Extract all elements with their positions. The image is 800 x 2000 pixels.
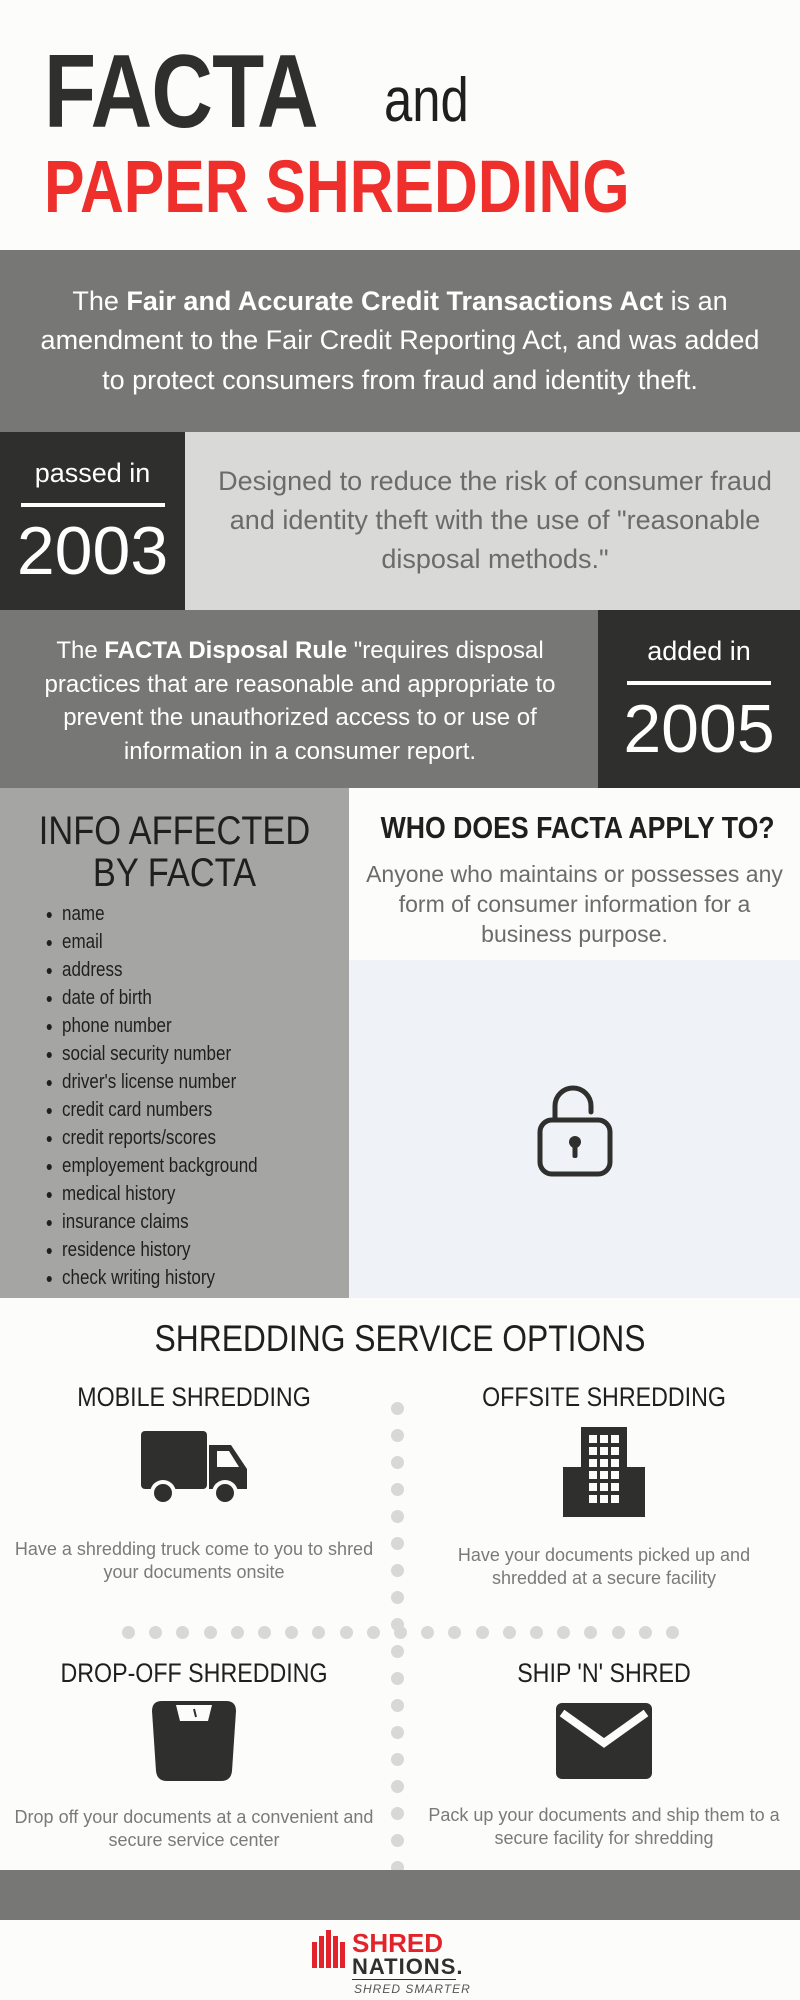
title-facta: FACTA: [44, 34, 318, 150]
divider-dot: [666, 1626, 679, 1639]
divider-dot: [391, 1807, 404, 1820]
info-list-item: • name: [62, 900, 306, 928]
info-list-item: • medical history: [62, 1180, 306, 1208]
option-drop-off-shredding: [4, 1658, 384, 1853]
scale-icon: [148, 1695, 240, 1783]
passed-description: Designed to reduce the risk of consumer fraud and identity theft with the use of "reasonable disposal methods.": [218, 466, 772, 575]
divider-dot: [231, 1626, 244, 1639]
footer-bar: [0, 1870, 800, 1920]
divider-dot: [394, 1626, 407, 1639]
divider-dot: [391, 1564, 404, 1577]
title-and: and: [384, 66, 469, 135]
divider-dot: [176, 1626, 189, 1639]
logo-shred: SHRED: [352, 1928, 444, 1958]
logo-underline: [352, 1979, 456, 1980]
info-list-item: • address: [62, 956, 306, 984]
lock-panel: [349, 960, 800, 1298]
info-affected-panel: [0, 788, 349, 1298]
who-applies-title: WHO DOES FACTA APPLY TO?: [380, 810, 775, 845]
disposal-rule-text: The FACTA Disposal Rule "requires disposal practices that are reasonable and appropriate to prevent the unauthorized access to or use of information in a consumer report.: [44, 637, 556, 765]
truck-icon: [139, 1429, 249, 1509]
info-affected-title: INFO AFFECTED BY FACTA: [38, 809, 311, 895]
shred-nations-logo-icon: [312, 1928, 348, 1968]
intro-text: The Fair and Accurate Credit Transactions Act is an amendment to the Fair Credit Reporting Act, and was added to protect consumers from fraud and identity theft.: [40, 286, 760, 395]
added-2005-section: [0, 610, 800, 788]
divider-dot: [391, 1834, 404, 1847]
divider-dot: [503, 1626, 516, 1639]
divider-dot: [340, 1626, 353, 1639]
divider-dot: [421, 1626, 434, 1639]
unlocked-padlock-icon: [537, 1078, 613, 1178]
divider-dot: [639, 1626, 652, 1639]
info-list-item: • social security number: [62, 1040, 306, 1068]
option-text: Have a shredding truck come to you to shred your documents onsite: [14, 1539, 374, 1583]
divider-dot: [204, 1626, 217, 1639]
passed-year: 2003: [16, 513, 169, 589]
info-list-item: • email: [62, 928, 306, 956]
option-title: MOBILE SHREDDING: [77, 1382, 311, 1412]
who-applies-text: Anyone who maintains or possesses any form of consumer information for a business purpose.: [366, 861, 783, 947]
option-ship-n-shred: [414, 1658, 794, 1851]
logo-nations: NATIONS.: [352, 1954, 464, 1979]
divider-dot: [476, 1626, 489, 1639]
option-text: Pack up your documents and ship them to a secure facility for shredding: [428, 1805, 780, 1849]
info-list-item: • credit reports/scores: [62, 1124, 306, 1152]
added-year-box: [598, 610, 800, 788]
divider-dot: [391, 1429, 404, 1442]
info-list-item: • check writing history: [62, 1264, 306, 1292]
divider-dot: [285, 1626, 298, 1639]
divider-dot: [391, 1591, 404, 1604]
info-list-item: • credit card numbers: [62, 1096, 306, 1124]
divider-dot: [557, 1626, 570, 1639]
divider-dot: [391, 1645, 404, 1658]
divider-dot: [391, 1456, 404, 1469]
envelope-icon: [554, 1701, 654, 1781]
intro-act-name: Fair and Accurate Credit Transactions Act: [126, 286, 664, 317]
divider-dot: [391, 1753, 404, 1766]
building-icon: [559, 1423, 649, 1519]
shredding-options-section: [0, 1298, 800, 1870]
info-list-item: • phone number: [62, 1012, 306, 1040]
divider-dot: [391, 1780, 404, 1793]
passed-2003-section: [0, 432, 800, 610]
option-text: Have your documents picked up and shredded at a secure facility: [457, 1545, 751, 1589]
header: [0, 0, 800, 250]
option-offsite-shredding: [414, 1382, 794, 1591]
added-year: 2005: [623, 691, 775, 767]
divider: [21, 503, 165, 507]
intro-section: [0, 250, 800, 432]
title-paper-shredding: PAPER SHREDDING: [44, 145, 630, 228]
option-title: SHIP 'N' SHRED: [517, 1658, 691, 1688]
options-title: SHREDDING SERVICE OPTIONS: [154, 1318, 646, 1359]
logo-tagline: SHRED SMARTER: [354, 1982, 471, 1996]
passed-year-box: [0, 432, 185, 610]
divider-dot: [530, 1626, 543, 1639]
divider-dot: [149, 1626, 162, 1639]
option-text: Drop off your documents at a convenient and secure service center: [14, 1807, 374, 1851]
info-list-item: • employement background: [62, 1152, 306, 1180]
option-title: DROP-OFF SHREDDING: [60, 1658, 328, 1688]
option-title: OFFSITE SHREDDING: [482, 1382, 726, 1412]
divider-dot: [258, 1626, 271, 1639]
info-list-item: • driver's license number: [62, 1068, 306, 1096]
divider-dot: [391, 1726, 404, 1739]
option-mobile-shredding: [4, 1382, 384, 1585]
added-label: added in: [647, 636, 751, 666]
info-list-item: • insurance claims: [62, 1208, 306, 1236]
passed-label: passed in: [34, 458, 151, 488]
divider-dot: [312, 1626, 325, 1639]
divider-dot: [391, 1699, 404, 1712]
divider-dot: [367, 1626, 380, 1639]
info-list-item: • residence history: [62, 1236, 306, 1264]
who-applies-panel: [349, 788, 800, 960]
divider-dot: [391, 1672, 404, 1685]
divider-dot: [391, 1402, 404, 1415]
divider: [627, 681, 771, 685]
divider-dot: [612, 1626, 625, 1639]
info-list-item: • date of birth: [62, 984, 306, 1012]
divider-dot: [391, 1483, 404, 1496]
divider-dot: [122, 1626, 135, 1639]
disposal-rule-name: FACTA Disposal Rule: [104, 637, 348, 664]
divider-dot: [584, 1626, 597, 1639]
divider-dot: [448, 1626, 461, 1639]
divider-dot: [391, 1510, 404, 1523]
divider-dot: [391, 1537, 404, 1550]
info-affected-list: [62, 900, 349, 1292]
